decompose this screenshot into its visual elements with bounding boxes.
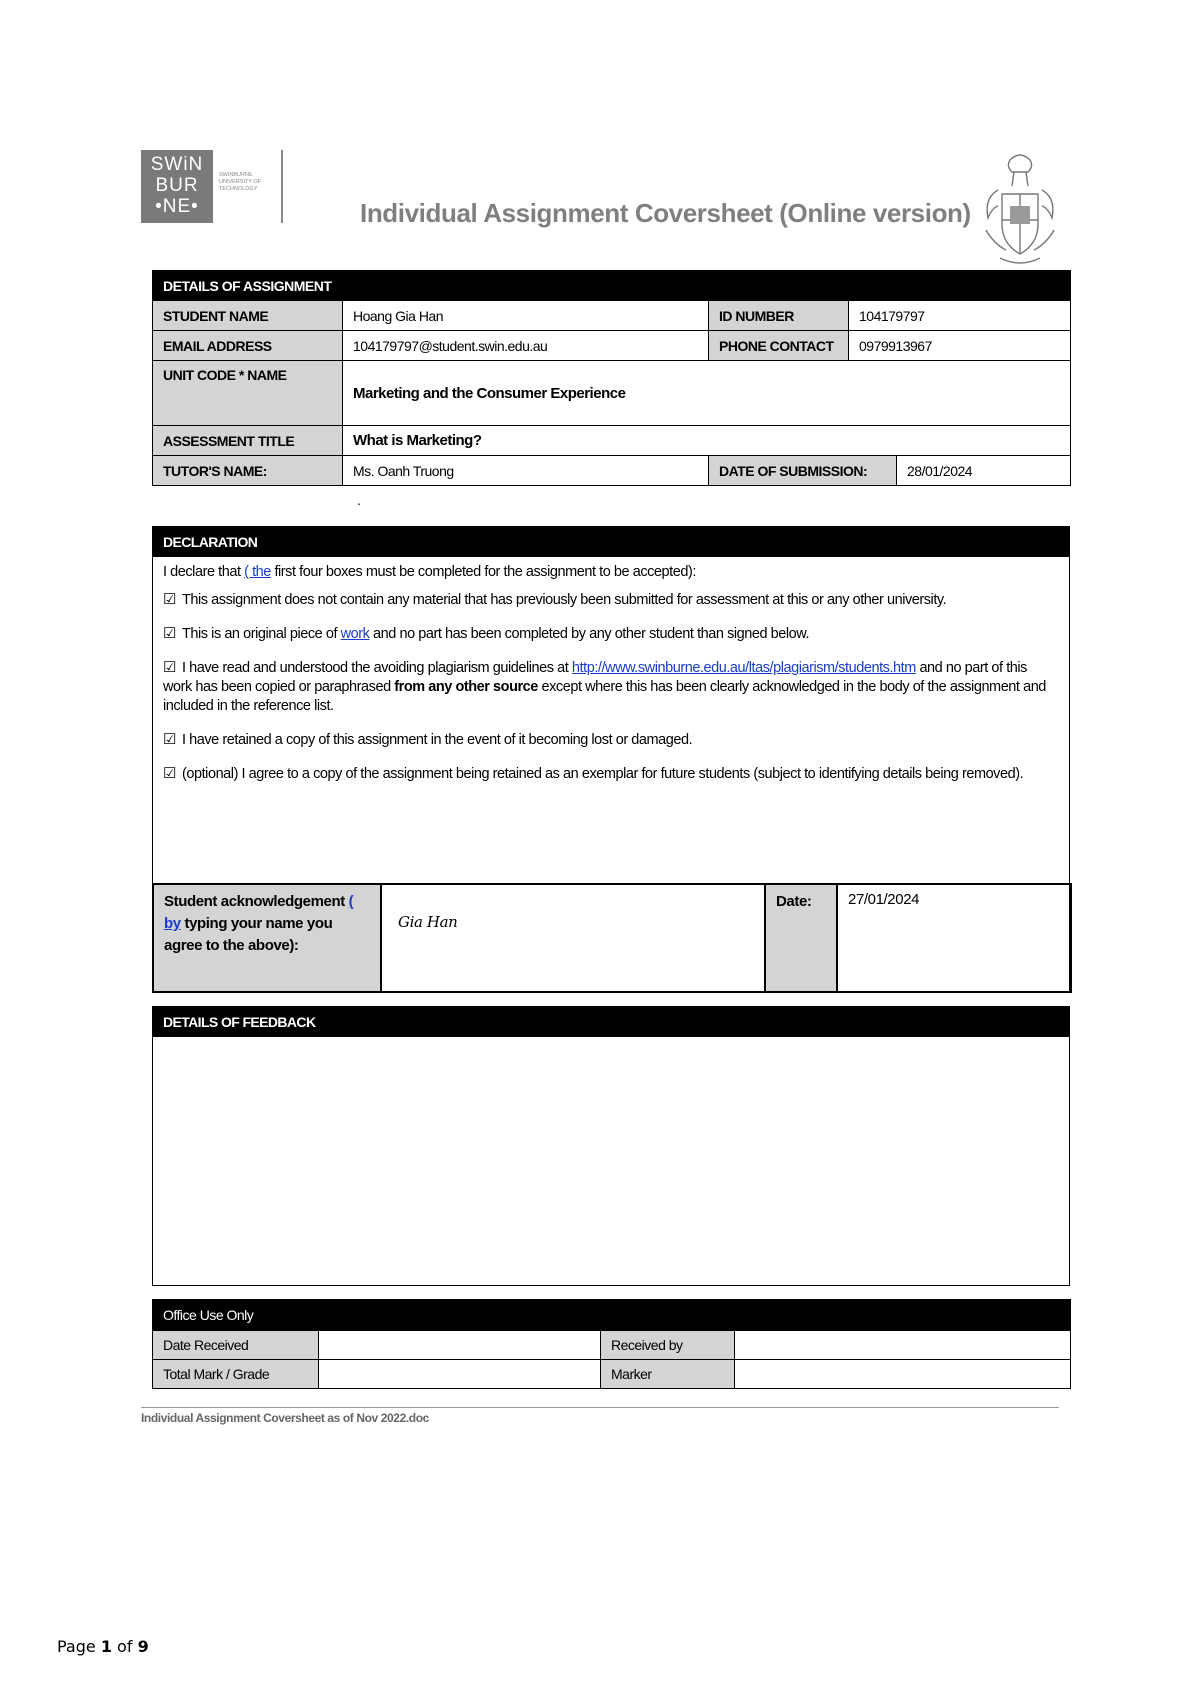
ack-date-field[interactable]: 27/01/2024 [837, 884, 1071, 992]
tutor-row [153, 456, 1071, 486]
tutor-label: TUTOR'S NAME: [153, 456, 343, 486]
intro-link[interactable]: ( the [244, 564, 271, 580]
received-by-label: Received by [601, 1331, 735, 1360]
declaration-item-4: ☑ I have retained a copy of this assignment in the event of it becoming lost or damaged. [163, 731, 693, 748]
checkbox-1-icon[interactable]: ☑ [163, 591, 176, 608]
declaration-intro: I declare that ( the first four boxes must be completed for the assignment to be accepted): [163, 564, 696, 580]
declaration-item-2: ☑ This is an original piece of work and no part has been completed by any other student than signed below. [163, 625, 810, 642]
logo-line-2: BUR [155, 175, 199, 196]
swinburne-logo [141, 150, 285, 223]
date-received-field[interactable] [319, 1331, 601, 1360]
checkbox-2-icon[interactable]: ☑ [163, 625, 176, 642]
office-row-1 [153, 1331, 1071, 1360]
date-submission-field[interactable]: 28/01/2024 [897, 456, 1071, 486]
declaration-item-5: ☑ (optional) I agree to a copy of the assignment being retained as an exemplar for future students (subject to identifying details being removed). [163, 765, 1024, 782]
received-by-field[interactable] [735, 1331, 1071, 1360]
assessment-field[interactable]: What is Marketing? [343, 426, 1071, 456]
university-crest-icon [980, 150, 1060, 268]
checkbox-4-icon[interactable]: ☑ [163, 731, 176, 748]
acknowledgement-label: Student acknowledgement ( by typing your name you agree to the above): [153, 884, 381, 992]
signature-field[interactable]: Gia Han [381, 884, 765, 992]
unit-label: UNIT CODE * NAME [153, 361, 343, 426]
footer-divider [141, 1407, 1059, 1408]
student-name-field[interactable]: Hoang Gia Han [343, 301, 709, 331]
declaration-header: DECLARATION [153, 527, 1069, 557]
tutor-field[interactable]: Ms. Oanh Truong [343, 456, 709, 486]
stray-dot: . [357, 492, 361, 508]
declaration-item-3: ☑ I have read and understood the avoiding plagiarism guidelines at http://www.swinburne.edu.au/ltas/plagiarism/students.htm and no part of this work has been copied or paraphrased from any other source except where this has been clearly acknowledged in the body of the assignment and included in the reference list. [163, 659, 1046, 714]
logo-box [141, 150, 213, 223]
office-row-2 [153, 1360, 1071, 1389]
student-name-label: STUDENT NAME [153, 301, 343, 331]
id-number-label: ID NUMBER [709, 301, 849, 331]
declaration-section [152, 526, 1070, 992]
unit-field[interactable]: Marketing and the Consumer Experience [343, 361, 1071, 426]
assessment-row [153, 426, 1071, 456]
email-row [153, 331, 1071, 361]
office-use-table [152, 1299, 1071, 1389]
logo-line-1: SWiN [150, 154, 204, 175]
unit-row [153, 361, 1071, 426]
acknowledgement-table [152, 883, 1072, 993]
footer-text: Individual Assignment Coversheet as of Nov 2022.doc [141, 1411, 429, 1425]
assignment-details-table [152, 270, 1071, 486]
checkbox-5-icon[interactable]: ☑ [163, 765, 176, 782]
date-submission-label: DATE OF SUBMISSION: [709, 456, 897, 486]
total-mark-label: Total Mark / Grade [153, 1360, 319, 1389]
page-number: Page 1 of 9 [57, 1637, 149, 1656]
student-row [153, 301, 1071, 331]
declaration-body [153, 557, 1069, 784]
phone-label: PHONE CONTACT [709, 331, 849, 361]
logo-tagline: SWINBURNE UNIVERSITY OF TECHNOLOGY [217, 150, 283, 223]
ack-date-label: Date: [765, 884, 837, 992]
work-link[interactable]: work [340, 626, 370, 642]
marker-field[interactable] [735, 1360, 1071, 1389]
id-number-field[interactable]: 104179797 [849, 301, 1071, 331]
marker-label: Marker [601, 1360, 735, 1389]
feedback-header: DETAILS OF FEEDBACK [153, 1007, 1069, 1037]
total-mark-field[interactable] [319, 1360, 601, 1389]
logo-line-3: •NE• [155, 196, 199, 217]
office-header: Office Use Only [153, 1300, 1071, 1331]
date-received-label: Date Received [153, 1331, 319, 1360]
plagiarism-guidelines-link[interactable]: http://www.swinburne.edu.au/ltas/plagiarism/students.htm [571, 660, 916, 676]
phone-field[interactable]: 0979913967 [849, 331, 1071, 361]
assessment-label: ASSESSMENT TITLE [153, 426, 343, 456]
checkbox-3-icon[interactable]: ☑ [163, 659, 176, 676]
feedback-body[interactable] [153, 1037, 1069, 1285]
email-label: EMAIL ADDRESS [153, 331, 343, 361]
feedback-section [152, 1006, 1070, 1286]
document-title: Individual Assignment Coversheet (Online version) [360, 198, 971, 228]
office-header-row [153, 1300, 1071, 1331]
declaration-item-1: ☑ This assignment does not contain any material that has previously been submitted for assessment at this or any other university. [163, 591, 947, 608]
details-header-row [153, 271, 1071, 301]
details-header: DETAILS OF ASSIGNMENT [153, 271, 1071, 301]
email-field[interactable]: 104179797@student.swin.edu.au [343, 331, 709, 361]
